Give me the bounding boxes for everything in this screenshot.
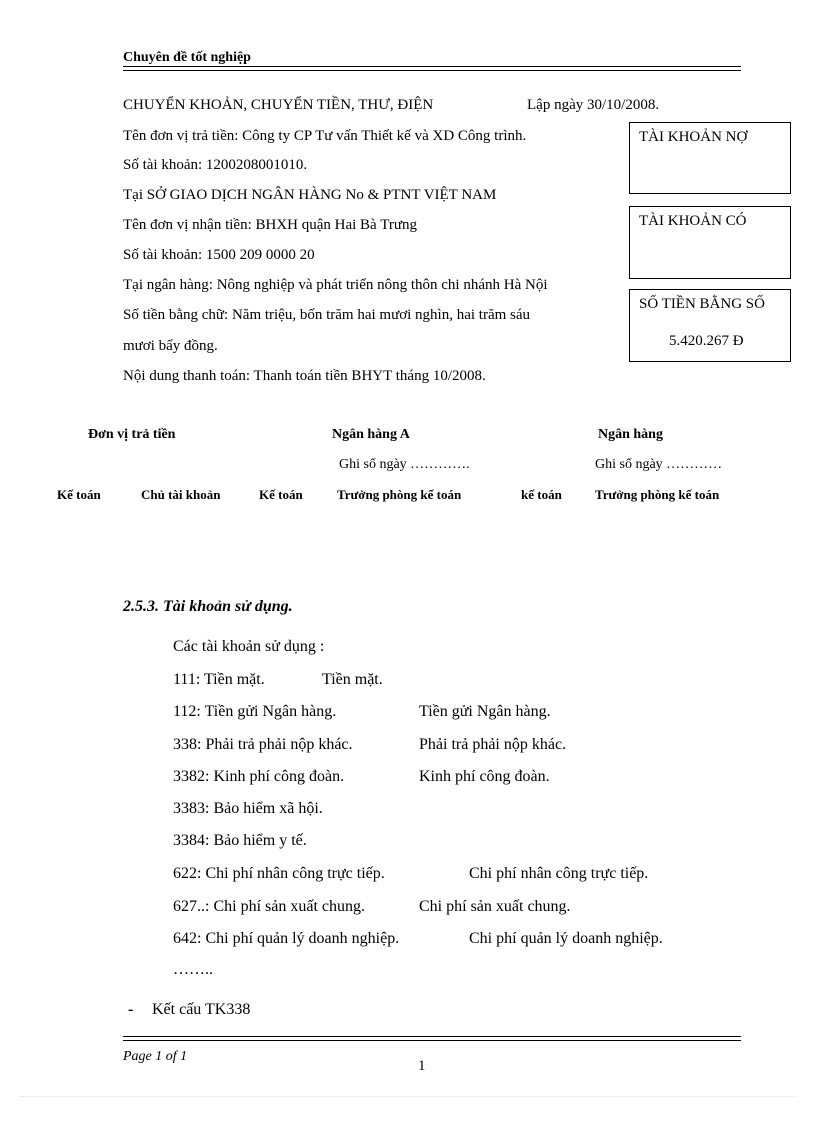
page-number: 1 xyxy=(418,1058,426,1074)
account-code: 627..: Chi phí sản xuất chung. xyxy=(173,898,365,915)
account-name: Phải trả phải nộp khác. xyxy=(419,736,567,753)
payer-unit-heading: Đơn vị trả tiền xyxy=(88,427,176,442)
ellipsis: …….. xyxy=(173,961,213,978)
role-account-holder: Chủ tài khoản xyxy=(141,487,221,502)
running-header: Chuyên đề tốt nghiệp xyxy=(123,50,251,65)
amount-value: 5.420.267 Đ xyxy=(669,333,744,349)
account-code: 3384: Bảo hiểm y tế. xyxy=(173,832,307,849)
bank-b-recorded-date: Ghi sổ ngày ………… xyxy=(595,457,723,472)
account-code: 338: Phải trả phải nộp khác. xyxy=(173,736,353,753)
payer-account: Số tài khoản: 1200208001010. xyxy=(123,157,308,173)
account-name: Chi phí nhân công trực tiếp. xyxy=(469,865,649,882)
role-accountant-2: Kế toán xyxy=(259,487,303,502)
debit-account-label: TÀI KHOẢN NỢ xyxy=(639,129,748,145)
form-date: Lập ngày 30/10/2008. xyxy=(527,97,660,113)
amount-in-words-cont: mươi bẩy đồng. xyxy=(123,338,218,354)
role-chief-accountant-a: Trưởng phòng kế toán xyxy=(337,487,462,502)
account-code: 3382: Kinh phí công đoàn. xyxy=(173,768,345,785)
account-name: Kinh phí công đoàn. xyxy=(419,768,550,785)
role-accountant-1: Kế toán xyxy=(57,487,101,502)
account-name: Tiền gửi Ngân hàng. xyxy=(419,703,551,720)
amount-box xyxy=(629,289,791,362)
account-name: Tiền mặt. xyxy=(322,671,383,688)
payment-content: Nội dung thanh toán: Thanh toán tiền BHYT tháng 10/2008. xyxy=(123,368,486,384)
account-code: 642: Chi phí quản lý doanh nghiệp. xyxy=(173,930,400,947)
credit-account-box xyxy=(629,206,791,279)
payee-bank: Tại ngân hàng: Nông nghiệp và phát triển nông thôn chi nhánh Hà Nội xyxy=(123,277,548,293)
amount-in-words: Số tiền bằng chữ: Năm triệu, bốn trăm hai mươi nghìn, hai trăm sáu xyxy=(123,307,531,323)
header-rule xyxy=(123,66,741,71)
bank-b-heading: Ngân hàng xyxy=(598,427,663,442)
payee-name: Tên đơn vị nhận tiền: BHXH quận Hai Bà Trưng xyxy=(123,217,417,233)
section-heading: 2.5.3. Tài khoản sử dụng. xyxy=(123,598,293,615)
account-name: Chi phí sản xuất chung. xyxy=(419,898,571,915)
role-accountant-3: kế toán xyxy=(521,487,562,502)
payee-account: Số tài khoản: 1500 209 0000 20 xyxy=(123,247,315,263)
role-chief-accountant-b: Trưởng phòng kế toán xyxy=(595,487,720,502)
account-name: Chi phí quản lý doanh nghiệp. xyxy=(469,930,663,947)
bank-a-recorded-date: Ghi sổ ngày …………. xyxy=(339,457,470,472)
tk338-structure: Kết cấu TK338 xyxy=(152,1001,251,1018)
form-title: CHUYỂN KHOẢN, CHUYỂN TIỀN, THƯ, ĐIỆN xyxy=(123,97,434,113)
debit-account-box xyxy=(629,122,791,194)
account-code: 622: Chi phí nhân công trực tiếp. xyxy=(173,865,385,882)
payer-name: Tên đơn vị trả tiền: Công ty CP Tư vấn Thiết kế và XD Công trình. xyxy=(123,128,527,144)
account-code: 112: Tiền gửi Ngân hàng. xyxy=(173,703,337,720)
amount-label: SỐ TIỀN BẰNG SỐ xyxy=(639,296,765,312)
payer-bank: Tại SỞ GIAO DỊCH NGÂN HÀNG No & PTNT VIỆT NAM xyxy=(123,187,497,203)
bullet-dash: - xyxy=(128,1001,134,1018)
footer-rule xyxy=(123,1036,741,1041)
credit-account-label: TÀI KHOẢN CÓ xyxy=(639,213,747,229)
account-code: 111: Tiền mặt. xyxy=(173,671,265,688)
page-label: Page 1 of 1 xyxy=(123,1049,188,1064)
accounts-intro: Các tài khoản sử dụng : xyxy=(173,638,325,655)
bank-a-heading: Ngân hàng A xyxy=(332,427,410,442)
page-bottom-border xyxy=(20,1096,796,1097)
account-code: 3383: Bảo hiểm xã hội. xyxy=(173,800,323,817)
